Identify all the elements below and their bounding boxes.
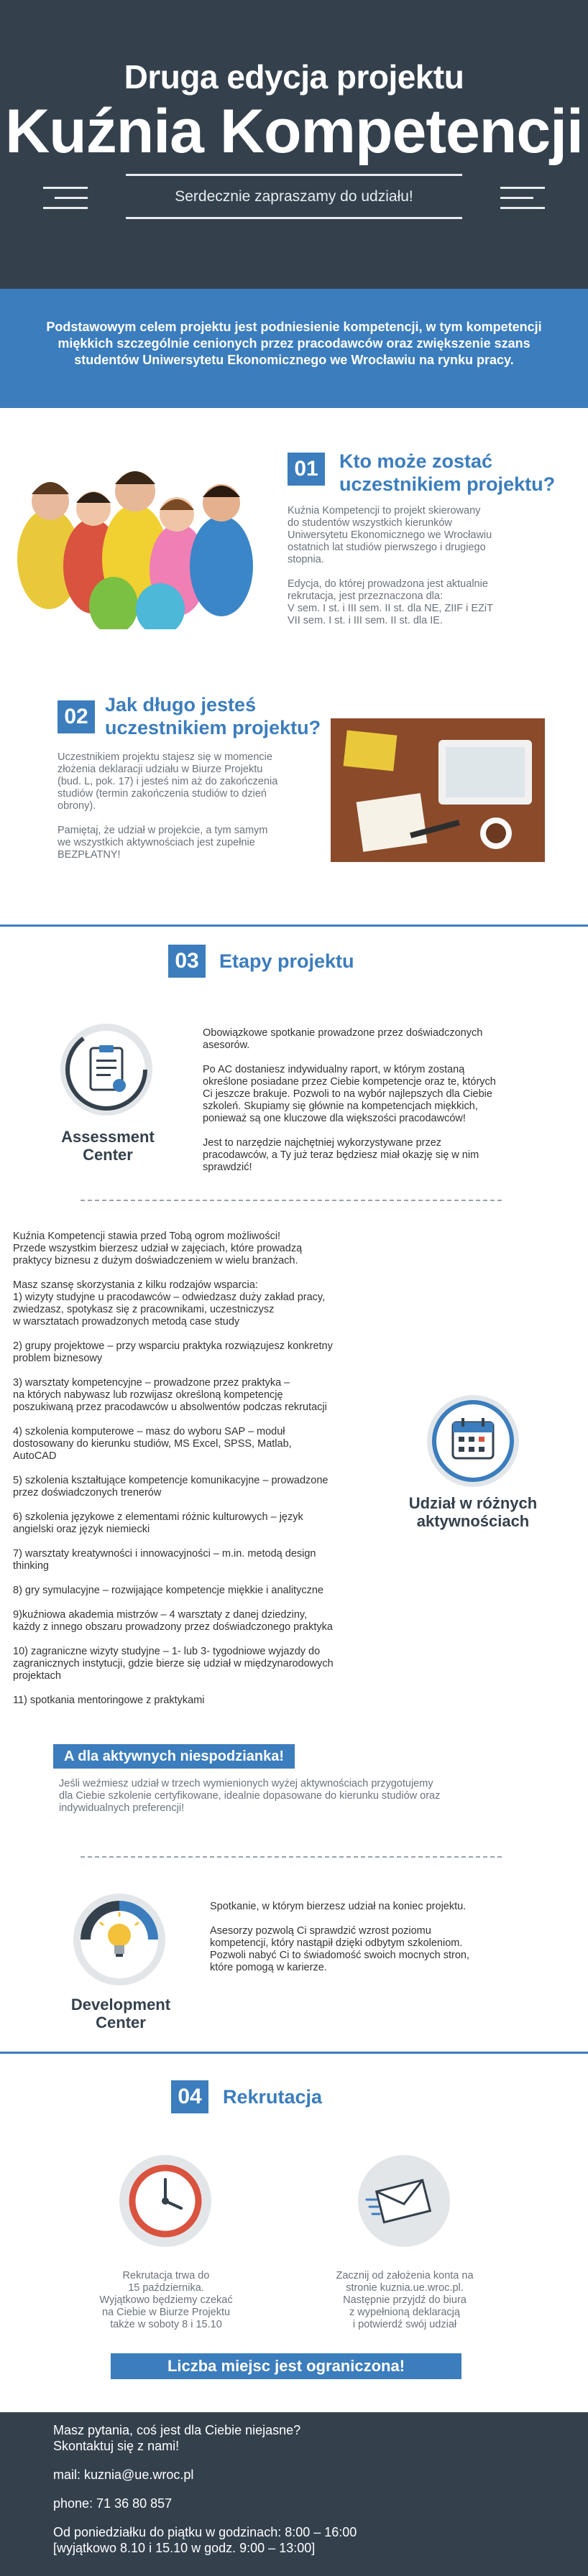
hero-dash [500, 197, 533, 199]
clock-icon-circle [119, 2155, 211, 2247]
section-number-02: 02 [58, 700, 95, 733]
surprise-banner: A dla aktywnych niespodzianka! [53, 1744, 295, 1769]
section3-title: Etapy projektu [219, 950, 354, 972]
recruitment-deadline-text: Rekrutacja trwa do 15 października. Wyjątkowo będziemy czekać na Ciebie w Biurze Projektu także w soboty 8 i 15.10 [99, 2270, 233, 2330]
footer-mail[interactable]: mail: kuznia@ue.wroc.pl [53, 2468, 194, 2482]
assessment-text: Obowiązkowe spotkanie prowadzone przez doświadczonych asesorów. Po AC dostaniesz indywidualny raport, w którym zostaną określone posiadane przez Ciebie kompetencje oraz te, których Ci jeszcze brakuje. Pozwoli to na wybór najlepszych dla Ciebie szkoleń. Skupiamy się głównie na kompetencjach miękkich, ponieważ są one kluczowe dla większości pracodawców! Jest to narzędzie najchętniej wykorzystywane przez pracodawców, a Ty już teraz będziesz miał okazję się w nim sprawdzić! [203, 1027, 496, 1173]
footer-question: Masz pytania, coś jest dla Ciebie niejasne? Skontaktuj się z nami! [53, 2423, 301, 2453]
section-number-01: 01 [288, 453, 325, 486]
development-center-label: Development Center [70, 1996, 171, 2031]
limited-places-banner: Liczba miejsc jest ograniczona! [111, 2353, 461, 2379]
hero-title: Kuźnia Kompetencji [5, 97, 583, 166]
intro-text: Podstawowym celem projektu jest podniesienie kompetencji, w tym kompetencji miękkich szczególnie cenionych przez pracodawców oraz zwiększenie szans studentów Uniwersytetu Ekonomicznego we Wrocławiu na rynku pracy. [46, 320, 542, 367]
activities-icon-circle [427, 1395, 519, 1487]
recruitment-steps-text: Zacznij od założenia konta na stronie kuznia.ue.wroc.pl. Następnie przyjdź do biura z wypełnioną deklaracją i potwierdź swój udział [336, 2270, 474, 2330]
activities-text: Kuźnia Kompetencji stawia przed Tobą ogrom możliwości! Przede wszystkim bierzesz udział w zajęciach, które prowadzą praktycy biznesu z dużym doświadczeniem w wielu branżach. Masz szansę skorzystania z kilku rodzajów wsparcia: 1) wizyty studyjne u pracodawców – odwiedzasz duży zakład pracy, zwiedzasz, spotykasz się z pracownikami, uczestniczysz w warsztatach prowadzonych metodą case study 2) grupy projektowe – przy wsparciu praktyka rozwiązujesz konkretny problem biznesowy 3) warsztaty kompetencyjne – prowadzone przez praktyka – na których nabywasz lub rozwijasz określoną kompetencję poszukiwaną przez pracodawców u absolwentów podczas rekrutacji 4) szkolenia komputerowe – masz do wyboru SAP – moduł dostosowany do kierunku studiów, MS Excel, SPSS, Matlab, AutoCAD 5) szkolenia kształtujące kompetencje komunikacyjne – prowadzone przez doświadczonych trenerów 6) szkolenia językowe z elementami różnic kulturowych – język angielski oraz język niemiecki 7) warsztaty kreatywności i innowacyjności – m.in. metodą design thinking 8) gry symulacyjne – rozwijające kompetencje miękkie i analityczne 9)kuźniowa akademia mistrzów – 4 warsztaty z danej dziedziny, każdy z innego obszaru prowadzony przez doświadczonego praktyka 10) zagraniczne wizyty studyjne – 1- lub 3- tygodniowe wyjazdy do zagranicznych instytucji, gdzie bierze się udział w międzynarodowych projektach 11) spotkania mentoringowe z praktykami [13, 1231, 334, 1706]
dashed-divider [81, 1856, 502, 1858]
clipboard-icon [60, 1024, 152, 1116]
section-divider [0, 2052, 588, 2054]
assessment-icon-circle [60, 1024, 152, 1116]
development-icon-circle [73, 1894, 165, 1986]
hero-dash [43, 187, 88, 189]
hero-rule-top [126, 174, 462, 176]
section2-text: Uczestnikiem projektu stajesz się w momencie złożenia deklaracji udziału w Biurze Projektu (bud. L, pok. 17) i jesteś nim aż do zakończenia studiów (termin zakończenia studiów to dzień obrony). Pamiętaj, że udział w projekcie, a tym samym we wszystkich aktywnościach jest zupełnie BEZPŁATNY! [58, 751, 278, 861]
surprise-text: Jeśli weźmiesz udział w trzech wymienionych wyżej aktywnościach przygotujemy dla Ciebie szkolenie certyfikowane, idealnie dopasowane do kierunku studiów oraz indywidualnych preferencji! [59, 1778, 441, 1814]
mail-icon-circle [358, 2155, 450, 2247]
section-number-04: 04 [171, 2080, 208, 2113]
desk-photo [331, 718, 545, 862]
hero-line1: Druga edycja projektu [124, 58, 464, 96]
hero-subtitle: Serdecznie zapraszamy do udziału! [175, 188, 413, 205]
development-text: Spotkanie, w którym bierzesz udział na koniec projektu. Asesorzy pozwolą Ci sprawdzić wzrost poziomu kompetencji, który nastąpił dzięki odbytym szkoleniom. Pozwoli nabyć Ci to świadomość swoich mocnych stron, które pomogą w karierze. [210, 1901, 470, 1973]
hero-dash [43, 207, 88, 209]
activities-label: Udział w różnych aktywnościach [408, 1494, 538, 1530]
students-group-illustration [6, 422, 265, 629]
footer-hours: Od poniedziałku do piątku w godzinach: 8:00 – 16:00 [wyjątkowo 8.10 i 15.10 w godz. 9:00 – 13:00] [53, 2525, 357, 2555]
students-photo [6, 422, 265, 629]
section1-text: Kuźnia Kompetencji to projekt skierowany do studentów wszystkich kierunków Uniwersytetu Ekonomicznego we Wrocławiu ostatnich lat studiów pierwszego i drugiego stopnia. Edycja, do której prowadzona jest aktualnie rekrutacja, jest przeznaczona dla: V sem. I st. i III sem. II st. dla NE, ZIIF i EZiT VII sem. I st. i III sem. II st. dla IE. [288, 505, 494, 626]
lightbulb-icon [73, 1894, 165, 1986]
section2-title: Jak długo jesteś uczestnikiem projektu? [105, 694, 321, 738]
section-number-03: 03 [168, 945, 206, 978]
hero-rule-bottom [126, 217, 462, 219]
intro-band [0, 289, 588, 408]
clock-icon [119, 2155, 211, 2247]
calendar-icon [427, 1395, 519, 1487]
hero-dash [500, 207, 545, 209]
hero-dash [500, 187, 545, 189]
envelope-icon [358, 2155, 450, 2247]
footer-phone[interactable]: phone: 71 36 80 857 [53, 2496, 173, 2511]
hero-dash [55, 197, 88, 199]
dashed-divider [81, 1200, 502, 1201]
section4-title: Rekrutacja [223, 2086, 323, 2108]
hero-header [0, 0, 588, 289]
assessment-center-label: Assessment Center [61, 1128, 155, 1164]
section1-title: Kto może zostać uczestnikiem projektu? [339, 450, 556, 495]
section-divider [0, 925, 588, 927]
desk-illustration [331, 718, 545, 862]
contact-footer [0, 2412, 588, 2576]
